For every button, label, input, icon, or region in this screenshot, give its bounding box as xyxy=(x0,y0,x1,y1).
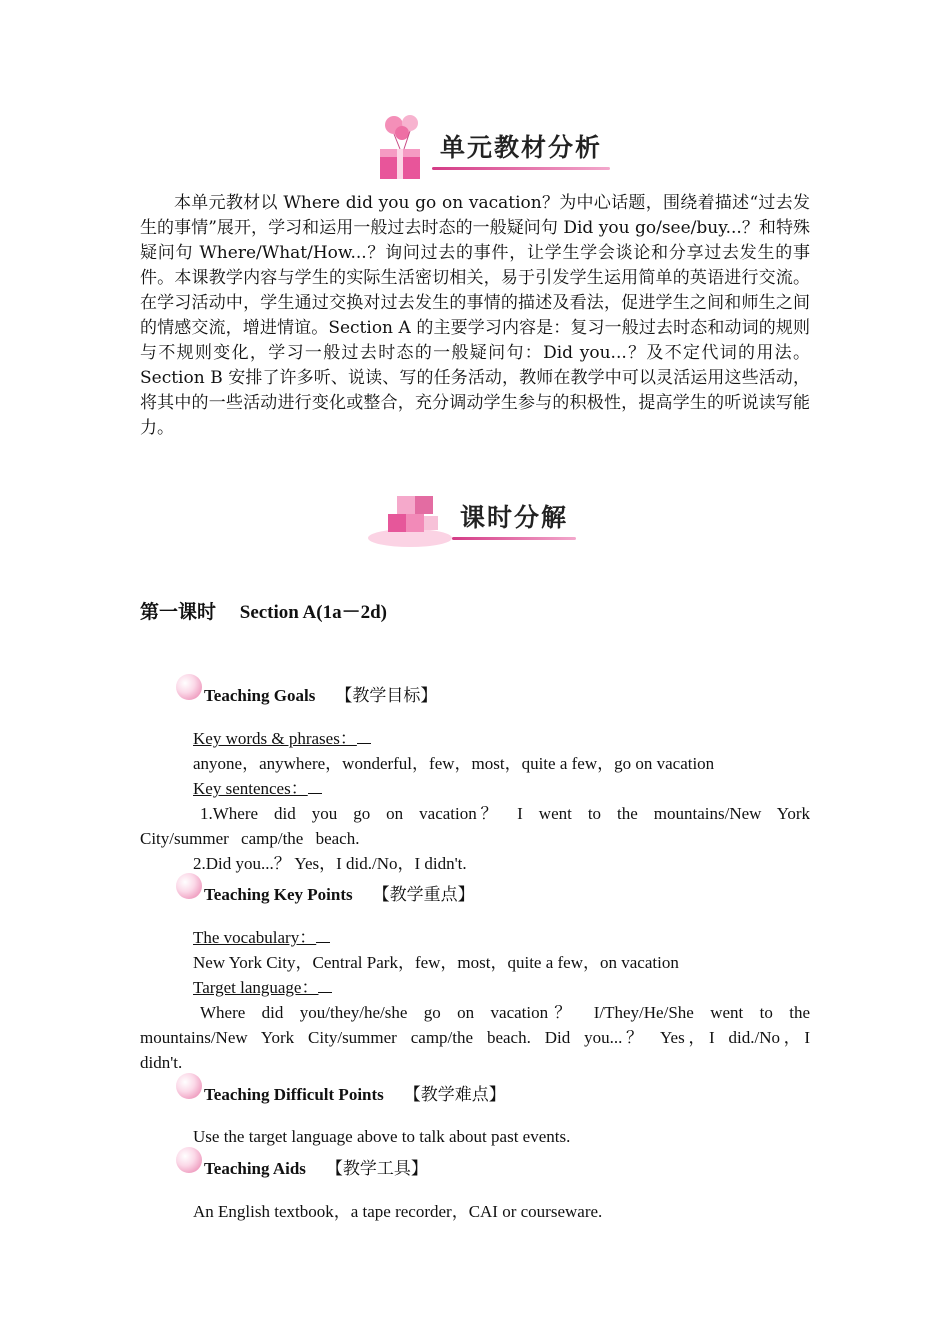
teaching-goals-title-cn: 【教学目标】 xyxy=(335,686,438,706)
intro-paragraph xyxy=(140,191,810,441)
lesson-breakdown-banner xyxy=(366,488,576,550)
key-sentence-1: 1.Where did you go on vacation？ I went to the mountains/New York City/summer camp/the beach. xyxy=(140,804,810,848)
teaching-difficult-points-title: Teaching Difficult Points xyxy=(204,1085,384,1104)
unit-analysis-banner xyxy=(372,113,610,185)
key-sentences-label: Key sentences： xyxy=(193,776,322,801)
bubble-icon xyxy=(176,1147,202,1173)
gift-balloon-icon xyxy=(372,113,432,185)
teaching-goals-title: Teaching Goals xyxy=(204,686,316,705)
teaching-aids-title: Teaching Aids xyxy=(204,1159,306,1178)
teaching-key-points-title: Teaching Key Points xyxy=(204,885,353,904)
teaching-difficult-points-title-cn: 【教学难点】 xyxy=(403,1085,506,1105)
intro-text: 本单元教材以 Where did you go on vacation？为中心话题，围绕着描述“过去发生的事情”展开，学习和运用一般过去时态的一般疑问句 Did you go/see/buy...？和特殊疑问句 Where/What/How...？询问过去的事件，让学生学会谈论和分享过去发生的事件。本课教学内容与学生的实际生活密切相关，易于引发学生运用简单的英语进行交流。在学习活动中，学生通过交换对过去发生的事情的描述及看法，促进学生之间和师生之间的情感交流，增进情谊。Section A 的主要学习内容是：复习一般过去时态和动词的规则与不规则变化，学习一般过去时态的一般疑问句：Did you...？及不定代词的用法。Section B 安排了许多听、说读、写的任务活动，教师在教学中可以灵活运用这些活动，将其中的一些活动进行变化或整合，充分调动学生参与的积极性，提高学生的听说读写能力。 xyxy=(140,193,810,438)
lesson-title: 第一课时 Section A(1a－2d) xyxy=(140,602,388,623)
target-language: Where did you/they/he/she go on vacation？ I/They/He/She went to the mountains/New York City/summer camp/the beach. Did you...？ Yes，I did./No，I didn't. xyxy=(140,1003,810,1072)
teaching-aids-text: An English textbook，a tape recorder，CAI or courseware. xyxy=(193,1202,603,1221)
unit-analysis-title: 单元教材分析 xyxy=(432,128,610,170)
target-language-label: Target language： xyxy=(193,975,332,1000)
teaching-goals-heading xyxy=(176,680,437,706)
bubble-icon xyxy=(176,674,202,700)
teaching-difficult-points-heading xyxy=(176,1079,506,1105)
vocabulary: New York City，Central Park，few，most，quite a few，on vacation xyxy=(193,953,679,972)
difficult-points-text: Use the target language above to talk about past events. xyxy=(193,1127,571,1146)
key-words: anyone，anywhere，wonderful，few，most，quite a few，go on vacation xyxy=(193,754,715,773)
bubble-icon xyxy=(176,1073,202,1099)
teaching-key-points-heading xyxy=(176,879,475,905)
vocabulary-label: The vocabulary： xyxy=(193,925,330,950)
cubes-icon xyxy=(366,488,452,550)
key-words-label: Key words & phrases： xyxy=(193,726,371,751)
lesson-breakdown-title: 课时分解 xyxy=(452,498,576,540)
key-sentence-2: 2.Did you...？ Yes，I did./No，I didn't. xyxy=(193,854,467,873)
teaching-aids-heading xyxy=(176,1153,428,1179)
teaching-key-points-title-cn: 【教学重点】 xyxy=(372,885,475,905)
teaching-aids-title-cn: 【教学工具】 xyxy=(325,1159,428,1179)
bubble-icon xyxy=(176,873,202,899)
